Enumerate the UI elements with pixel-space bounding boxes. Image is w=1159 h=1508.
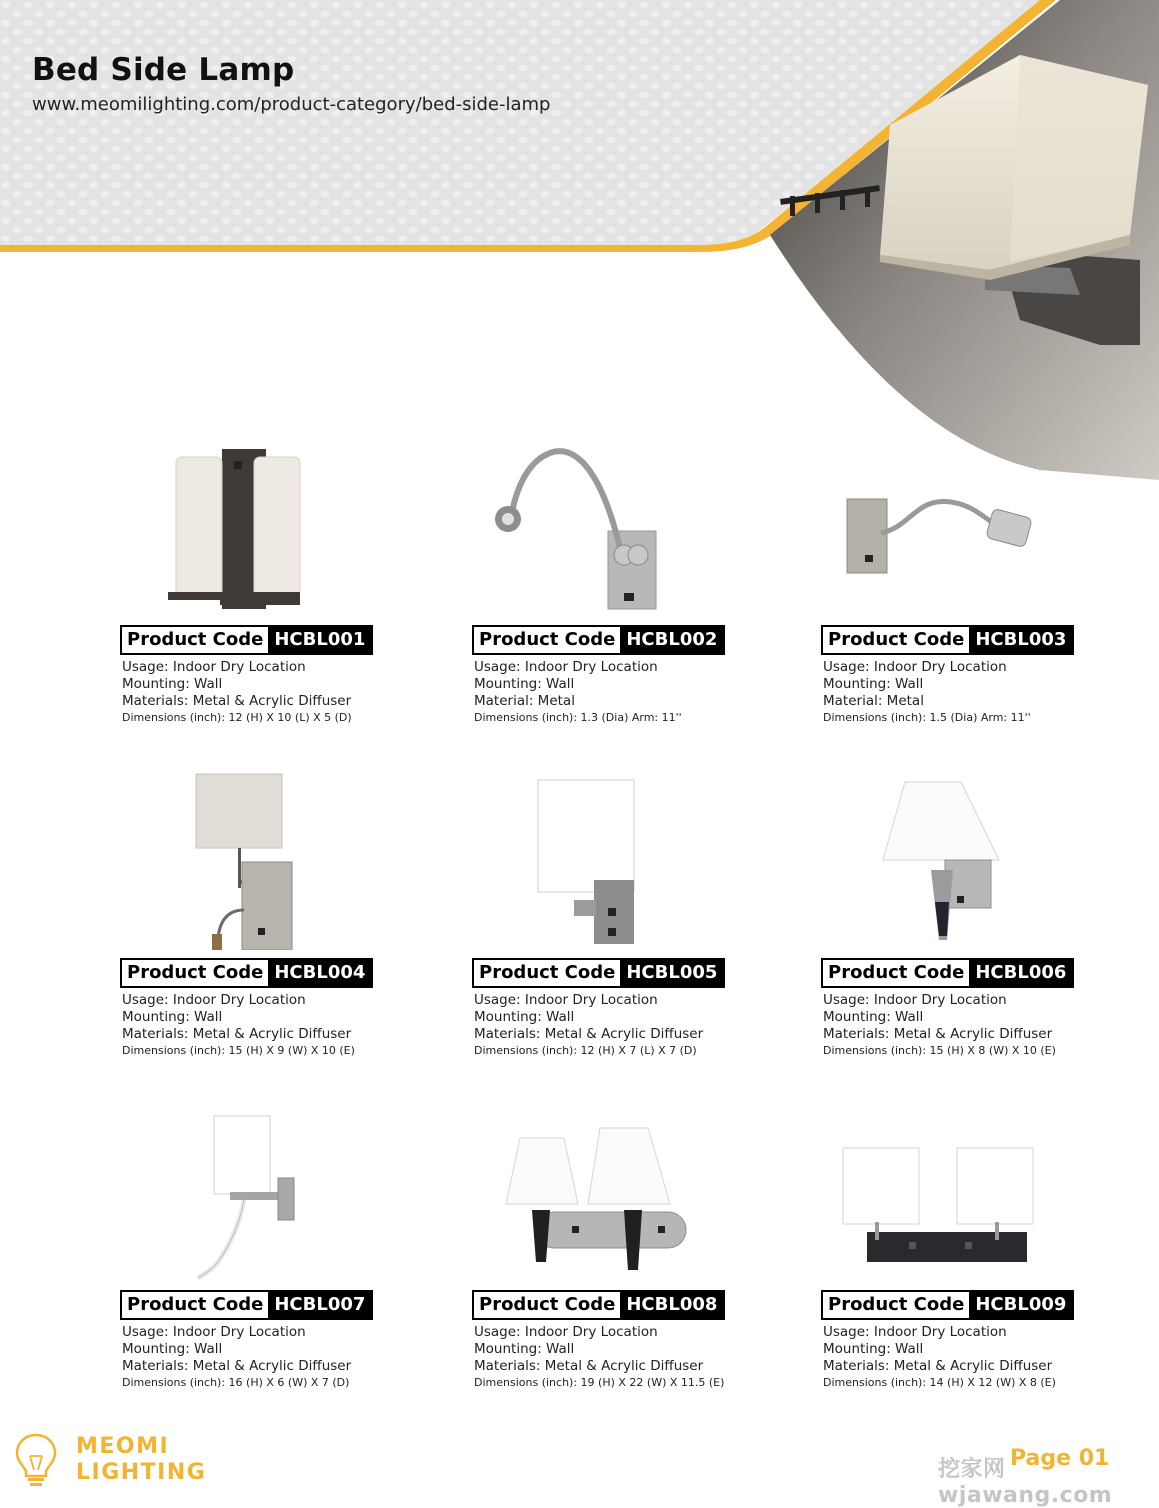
spec-dimensions: Dimensions (inch): 16 (H) X 6 (W) X 7 (D) [122,1376,350,1389]
product-code-label: Product Code [823,960,969,986]
spec-usage: Usage: Indoor Dry Location [823,1324,1007,1340]
product-code-label: Product Code [122,960,268,986]
spec-dimensions: Dimensions (inch): 14 (H) X 12 (W) X 8 (E) [823,1376,1056,1389]
spec-dimensions: Dimensions (inch): 15 (H) X 8 (W) X 10 (E) [823,1044,1056,1057]
product-code-label: Product Code [122,1292,268,1318]
product-image [120,760,420,950]
product-code-value: HCBL005 [620,960,723,986]
product-code-label: Product Code [474,627,620,653]
spec-materials: Materials: Metal & Acrylic Diffuser [823,1026,1053,1042]
spec-mounting: Mounting: Wall [474,1341,575,1357]
product-image [120,427,420,617]
product-code-label: Product Code [474,1292,620,1318]
product-image [472,1092,772,1282]
lightbulb-icon [14,1432,58,1488]
product-code-tag [821,1290,1074,1320]
spec-materials: Materials: Metal & Acrylic Diffuser [474,1358,704,1374]
product-code-value: HCBL001 [268,627,371,653]
product-code-value: HCBL006 [969,960,1072,986]
product-code-label: Product Code [122,627,268,653]
spec-mounting: Mounting: Wall [122,1009,223,1025]
product-card [120,427,420,747]
spec-mounting: Mounting: Wall [823,676,924,692]
spec-dimensions: Dimensions (inch): 19 (H) X 22 (W) X 11.5 (E) [474,1376,725,1389]
spec-materials: Materials: Metal & Acrylic Diffuser [122,693,352,709]
spec-mounting: Mounting: Wall [122,1341,223,1357]
spec-usage: Usage: Indoor Dry Location [823,992,1007,1008]
product-code-label: Product Code [823,627,969,653]
spec-materials: Material: Metal [823,693,924,709]
product-code-tag [120,1290,373,1320]
brand-name-line2: LIGHTING [76,1460,207,1485]
spec-dimensions: Dimensions (inch): 1.3 (Dia) Arm: 11'' [474,711,682,724]
spec-dimensions: Dimensions (inch): 12 (H) X 10 (L) X 5 (D) [122,711,352,724]
product-card [821,1092,1121,1412]
product-card [120,1092,420,1412]
page-number: Page 01 [1010,1446,1110,1471]
watermark: 挖家网 wjawang.com [938,1457,1113,1508]
spec-dimensions: Dimensions (inch): 15 (H) X 9 (W) X 10 (E) [122,1044,355,1057]
brand-logo [14,1432,207,1488]
spec-mounting: Mounting: Wall [474,676,575,692]
spec-materials: Materials: Metal & Acrylic Diffuser [122,1358,352,1374]
spec-usage: Usage: Indoor Dry Location [122,1324,306,1340]
product-card [821,427,1121,747]
product-code-value: HCBL003 [969,627,1072,653]
product-card [821,760,1121,1080]
spec-usage: Usage: Indoor Dry Location [823,659,1007,675]
spec-dimensions: Dimensions (inch): 12 (H) X 7 (L) X 7 (D) [474,1044,697,1057]
spec-mounting: Mounting: Wall [122,676,223,692]
product-image [821,1092,1121,1282]
spec-materials: Materials: Metal & Acrylic Diffuser [122,1026,352,1042]
spec-materials: Materials: Metal & Acrylic Diffuser [474,1026,704,1042]
product-image [821,760,1121,950]
product-code-tag [821,625,1074,655]
spec-materials: Materials: Metal & Acrylic Diffuser [823,1358,1053,1374]
product-code-value: HCBL008 [620,1292,723,1318]
brand-name-line1: MEOMI [76,1434,170,1459]
product-image [472,427,772,617]
category-url[interactable]: www.meomilighting.com/product-category/bed-side-lamp [32,94,551,115]
spec-usage: Usage: Indoor Dry Location [474,992,658,1008]
spec-mounting: Mounting: Wall [474,1009,575,1025]
product-code-tag [821,958,1074,988]
page-title: Bed Side Lamp [32,52,295,88]
product-code-value: HCBL009 [969,1292,1072,1318]
product-card [472,760,772,1080]
spec-mounting: Mounting: Wall [823,1341,924,1357]
product-image [120,1092,420,1282]
spec-usage: Usage: Indoor Dry Location [122,992,306,1008]
product-card [472,1092,772,1412]
product-code-value: HCBL007 [268,1292,371,1318]
spec-usage: Usage: Indoor Dry Location [474,659,658,675]
product-code-value: HCBL002 [620,627,723,653]
product-code-tag [120,625,373,655]
product-card [472,427,772,747]
product-image [472,760,772,950]
spec-usage: Usage: Indoor Dry Location [474,1324,658,1340]
product-code-value: HCBL004 [268,960,371,986]
product-code-tag [120,958,373,988]
spec-materials: Material: Metal [474,693,575,709]
spec-usage: Usage: Indoor Dry Location [122,659,306,675]
product-code-tag [472,625,725,655]
product-code-label: Product Code [823,1292,969,1318]
product-code-tag [472,1290,725,1320]
product-code-label: Product Code [474,960,620,986]
product-image [821,427,1121,617]
spec-mounting: Mounting: Wall [823,1009,924,1025]
product-card [120,760,420,1080]
spec-dimensions: Dimensions (inch): 1.5 (Dia) Arm: 11'' [823,711,1031,724]
product-code-tag [472,958,725,988]
